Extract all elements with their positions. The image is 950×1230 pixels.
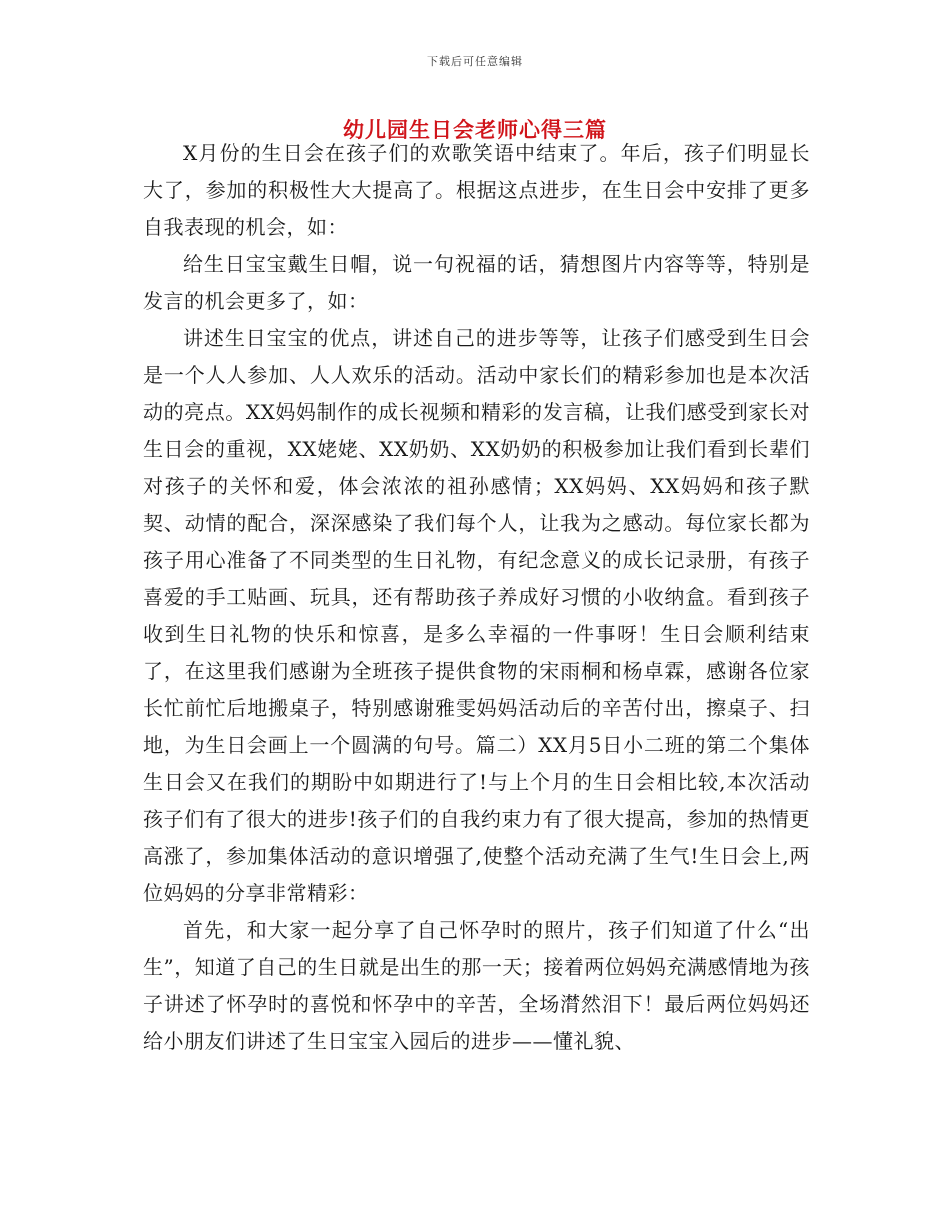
- header-note: 下载后可任意编辑: [427, 55, 523, 68]
- paragraph-2: 给生日宝宝戴生日帽，说一句祝福的话，猜想图片内容等等，特别是发言的机会更多了，如：: [143, 252, 810, 313]
- paragraph-3: 讲述生日宝宝的优点，讲述自己的进步等等，让孩子们感受到生日会是一个人人参加、人人欢乐的活动。活动中家长们的精彩参加也是本次活动的亮点。XX妈妈制作的成长视频和精彩的发言稿，让我们感受到家长对生日会的重视，XX姥姥、XX奶奶、XX奶奶的积极参加让我们看到长辈们对孩子的关怀和爱，体会浓浓的祖孙感情；XX妈妈、XX妈妈和孩子默契、动情的配合，深深感染了我们每个人，让我为之感动。每位家长都为孩子用心准备了不同类型的生日礼物，有纪念意义的成长记录册，有孩子喜爱的手工贴画、玩具，还有帮助孩子养成好习惯的小收纳盒。看到孩子收到生日礼物的快乐和惊喜，是多么幸福的一件事呀！生日会顺利结束了，在这里我们感谢为全班孩子提供食物的宋雨桐和杨卓霖，感谢各位家长忙前忙后地搬桌子，特别感谢雅雯妈妈活动后的辛苦付出，擦桌子、扫地，为生日会画上一个圆满的句号。篇二）XX月5日小二班的第二个集体生日会又在我们的期盼中如期进行了!与上个月的生日会相比较,本次活动孩子们有了很大的进步!孩子们的自我约束力有了很大提高，参加的热情更高涨了，参加集体活动的意识增强了,使整个活动充满了生气!生日会上,两位妈妈的分享非常精彩：: [143, 326, 810, 905]
- document-title: 幼儿园生日会老师心得三篇: [343, 118, 607, 142]
- document-body: [143, 135, 810, 1060]
- paragraph-4: 首先，和大家一起分享了自己怀孕时的照片，孩子们知道了什么“出生”，知道了自己的生日就是出生的那一天；接着两位妈妈充满感情地为孩子讲述了怀孕时的喜悦和怀孕中的辛苦，全场潸然泪下！最后两位妈妈还给小朋友们讲述了生日宝宝入园后的进步——懂礼貌、: [143, 918, 810, 1053]
- paragraph-1: X月份的生日会在孩子们的欢歌笑语中结束了。年后，孩子们明显长大了，参加的积极性大大提高了。根据这点进步，在生日会中安排了更多自我表现的机会，如：: [143, 141, 810, 239]
